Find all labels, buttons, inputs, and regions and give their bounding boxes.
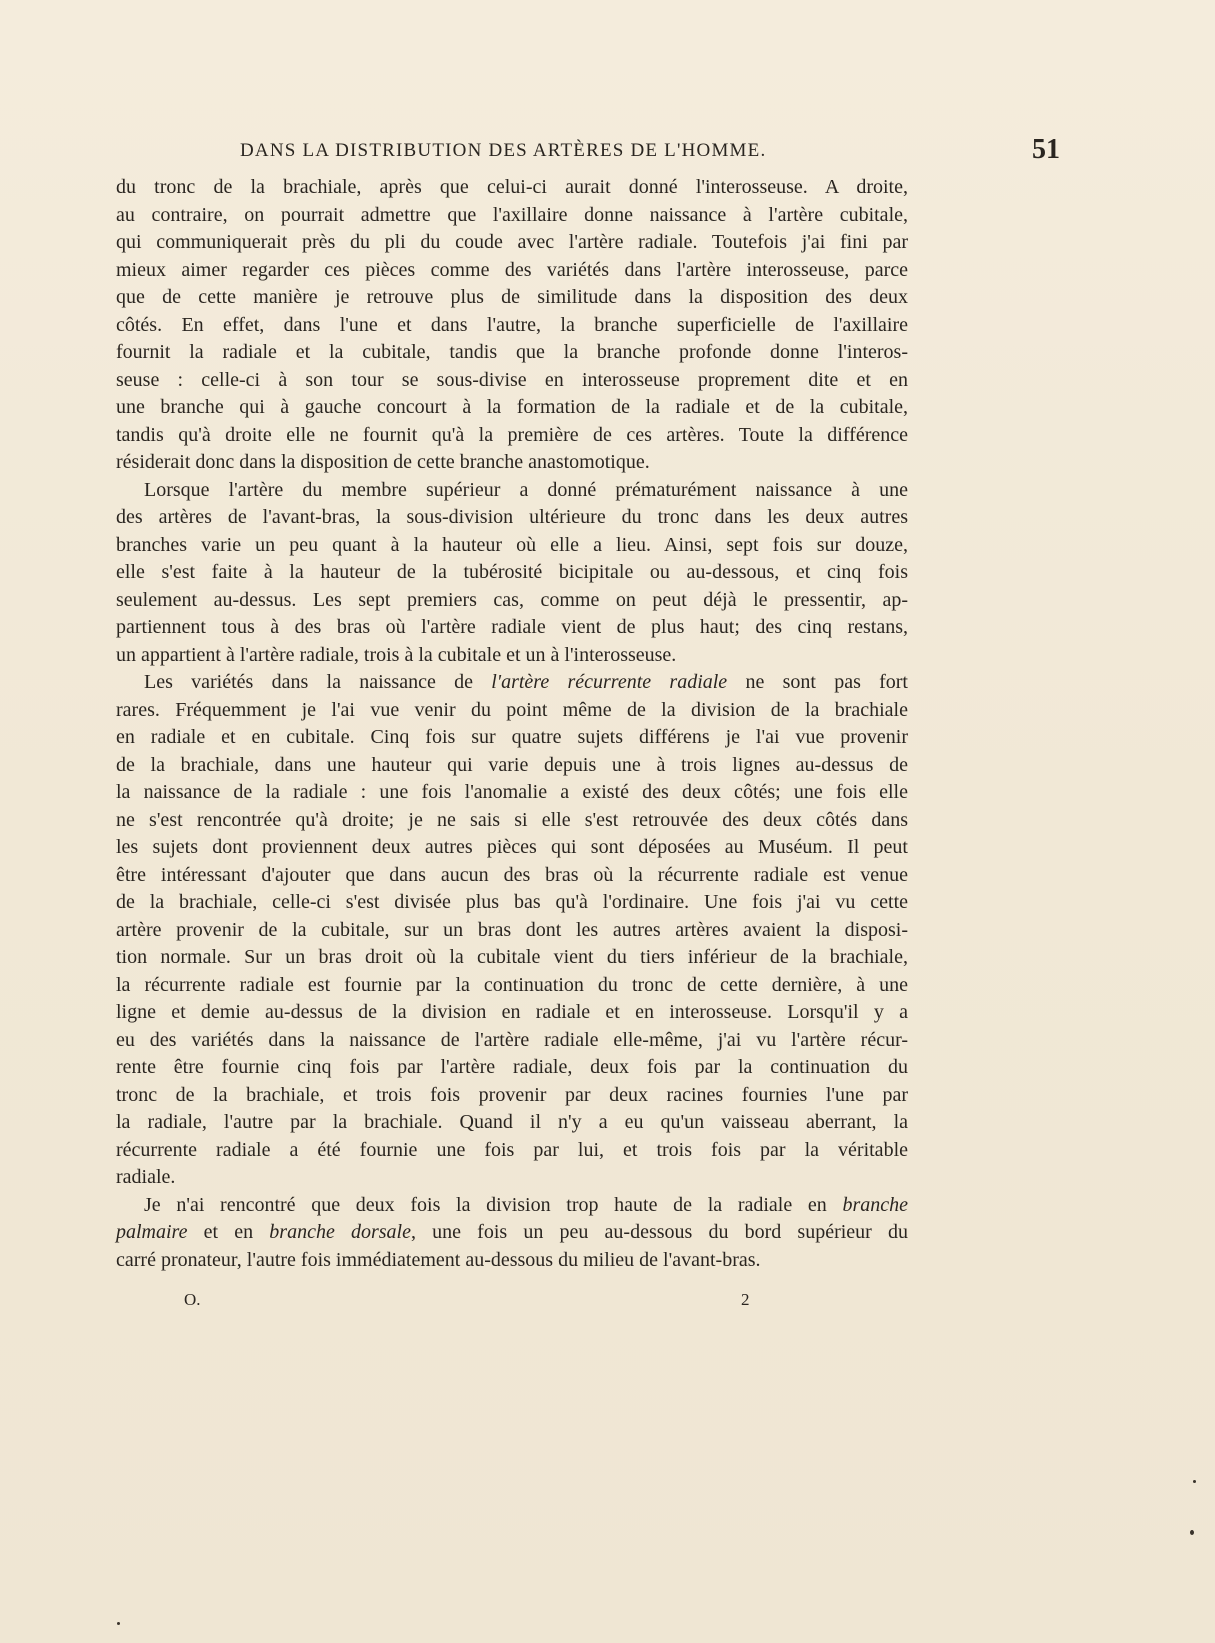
text-line: qui communiquerait près du pli du coude avec l'artère radiale. Toutefois j'ai fini par bbox=[116, 231, 908, 253]
text-line: branches varie un peu quant à la hauteur où elle a lieu. Ainsi, sept fois sur douze, bbox=[116, 533, 908, 556]
text-line: de la brachiale, celle-ci s'est divisée plus bas qu'à l'ordinaire. Une fois j'ai vu cette bbox=[116, 891, 908, 913]
text-line: mieux aimer regarder ces pièces comme des variétés dans l'artère interosseuse, parce bbox=[116, 258, 908, 281]
text-line: seulement au-dessus. Les sept premiers cas, comme on peut déjà le pressentir, ap- bbox=[116, 588, 908, 611]
text-line: en radiale et en cubitale. Cinq fois sur quatre sujets différens je l'ai vue provenir bbox=[116, 726, 908, 748]
text-line: eu des variétés dans la naissance de l'artère radiale elle-même, j'ai vu l'artère récur- bbox=[116, 1028, 908, 1051]
signature-right: 2 bbox=[741, 1290, 750, 1309]
text-line: un appartient à l'artère radiale, trois à la cubitale et un à l'interosseuse. bbox=[116, 643, 677, 666]
text-line: être intéressant d'ajouter que dans aucun des bras où la récurrente radiale est venue bbox=[116, 863, 908, 886]
paper-speck bbox=[1190, 1530, 1194, 1535]
paper-speck bbox=[117, 1622, 120, 1625]
signature-marks bbox=[184, 1290, 804, 1314]
text-line-mixed bbox=[116, 669, 908, 697]
signature-left: O. bbox=[184, 1290, 201, 1309]
body-text bbox=[116, 174, 908, 1274]
text-line: artère provenir de la cubitale, sur un bras dont les autres artères avaient la disposi- bbox=[116, 918, 908, 941]
text-line: une branche qui à gauche concourt à la formation de la radiale et de la cubitale, bbox=[116, 396, 908, 418]
text-line: côtés. En effet, dans l'une et dans l'autre, la branche superficielle de l'axillaire bbox=[116, 313, 908, 336]
text-line: des artères de l'avant-bras, la sous-division ultérieure du tronc dans les deux autres bbox=[116, 506, 908, 528]
text-line: rente être fournie cinq fois par l'artère radiale, deux fois par la continuation du bbox=[116, 1056, 908, 1078]
text-line: tandis qu'à droite elle ne fournit qu'à la première de ces artères. Toute la différence bbox=[116, 423, 908, 446]
text-line: de la brachiale, dans une hauteur qui varie depuis une à trois lignes au-dessus de bbox=[116, 753, 908, 776]
text-line: les sujets dont proviennent deux autres pièces qui sont déposées au Muséum. Il peut bbox=[116, 836, 908, 858]
text-line: seuse : celle-ci à son tour se sous-divise en interosseuse proprement dite et en bbox=[116, 368, 908, 391]
page-header bbox=[240, 134, 1060, 170]
running-head: DANS LA DISTRIBUTION DES ARTÈRES DE L'HOMME. bbox=[240, 140, 767, 161]
text-line-mixed bbox=[116, 1192, 908, 1220]
page-number: 51 bbox=[1032, 134, 1060, 165]
text-line: elle s'est faite à la hauteur de la tubérosité bicipitale ou au-dessous, et cinq fois bbox=[116, 561, 908, 583]
text-line: radiale. bbox=[116, 1166, 176, 1188]
text-line: résiderait donc dans la disposition de cette branche anastomotique. bbox=[116, 451, 650, 473]
text-line: carré pronateur, l'autre fois immédiatement au-dessous du milieu de l'avant-bras. bbox=[116, 1248, 761, 1271]
text-line: la naissance de la radiale : une fois l'anomalie a existé des deux côtés; une fois elle bbox=[116, 781, 908, 803]
text-line: tronc de la brachiale, et trois fois provenir par deux racines fournies l'une par bbox=[116, 1083, 908, 1106]
text-line: rares. Fréquemment je l'ai vue venir du point même de la division de la brachiale bbox=[116, 698, 908, 721]
text-line: ne s'est rencontrée qu'à droite; je ne sais si elle s'est retrouvée des deux côtés dans bbox=[116, 808, 908, 831]
italic-term: l'artère récurrente radiale bbox=[491, 671, 728, 693]
italic-term: branche bbox=[842, 1193, 908, 1216]
paper-speck bbox=[1193, 1480, 1196, 1483]
text-line: partiennent tous à des bras où l'artère radiale vient de plus haut; des cinq restans, bbox=[116, 616, 908, 638]
text-line: ligne et demie au-dessus de la division en radiale et en interosseuse. Lorsqu'il y a bbox=[116, 1001, 908, 1023]
italic-term: branche dorsale bbox=[269, 1221, 411, 1243]
text-line: du tronc de la brachiale, après que celui-ci aurait donné l'interosseuse. A droite, bbox=[116, 176, 908, 198]
text-line: fournit la radiale et la cubitale, tandis que la branche profonde donne l'interos- bbox=[116, 341, 908, 363]
text-line: que de cette manière je retrouve plus de similitude dans la disposition des deux bbox=[116, 286, 908, 308]
text-line-mixed bbox=[116, 1219, 908, 1247]
text-line: Lorsque l'artère du membre supérieur a donné prématurément naissance à une bbox=[144, 478, 908, 501]
text-run: Les variétés dans la naissance de bbox=[144, 671, 492, 693]
text-line: récurrente radiale a été fournie une fois par lui, et trois fois par la véritable bbox=[116, 1138, 908, 1161]
text-run: Je n'ai rencontré que deux fois la division trop haute de la radiale en bbox=[144, 1193, 843, 1216]
text-run: ne sont pas fort bbox=[727, 671, 908, 693]
text-line: au contraire, on pourrait admettre que l'axillaire donne naissance à l'artère cubitale, bbox=[116, 203, 908, 226]
text-line: la récurrente radiale est fournie par la continuation du tronc de cette dernière, à une bbox=[116, 973, 908, 996]
text-run: et en bbox=[187, 1221, 270, 1243]
text-run: , une fois un peu au-dessous du bord supérieur du bbox=[410, 1221, 909, 1243]
text-line: tion normale. Sur un bras droit où la cubitale vient du tiers inférieur de la brachiale, bbox=[116, 946, 908, 968]
text-line: la radiale, l'autre par la brachiale. Quand il n'y a eu qu'un vaisseau aberrant, la bbox=[116, 1111, 908, 1133]
italic-term: palmaire bbox=[116, 1221, 188, 1243]
